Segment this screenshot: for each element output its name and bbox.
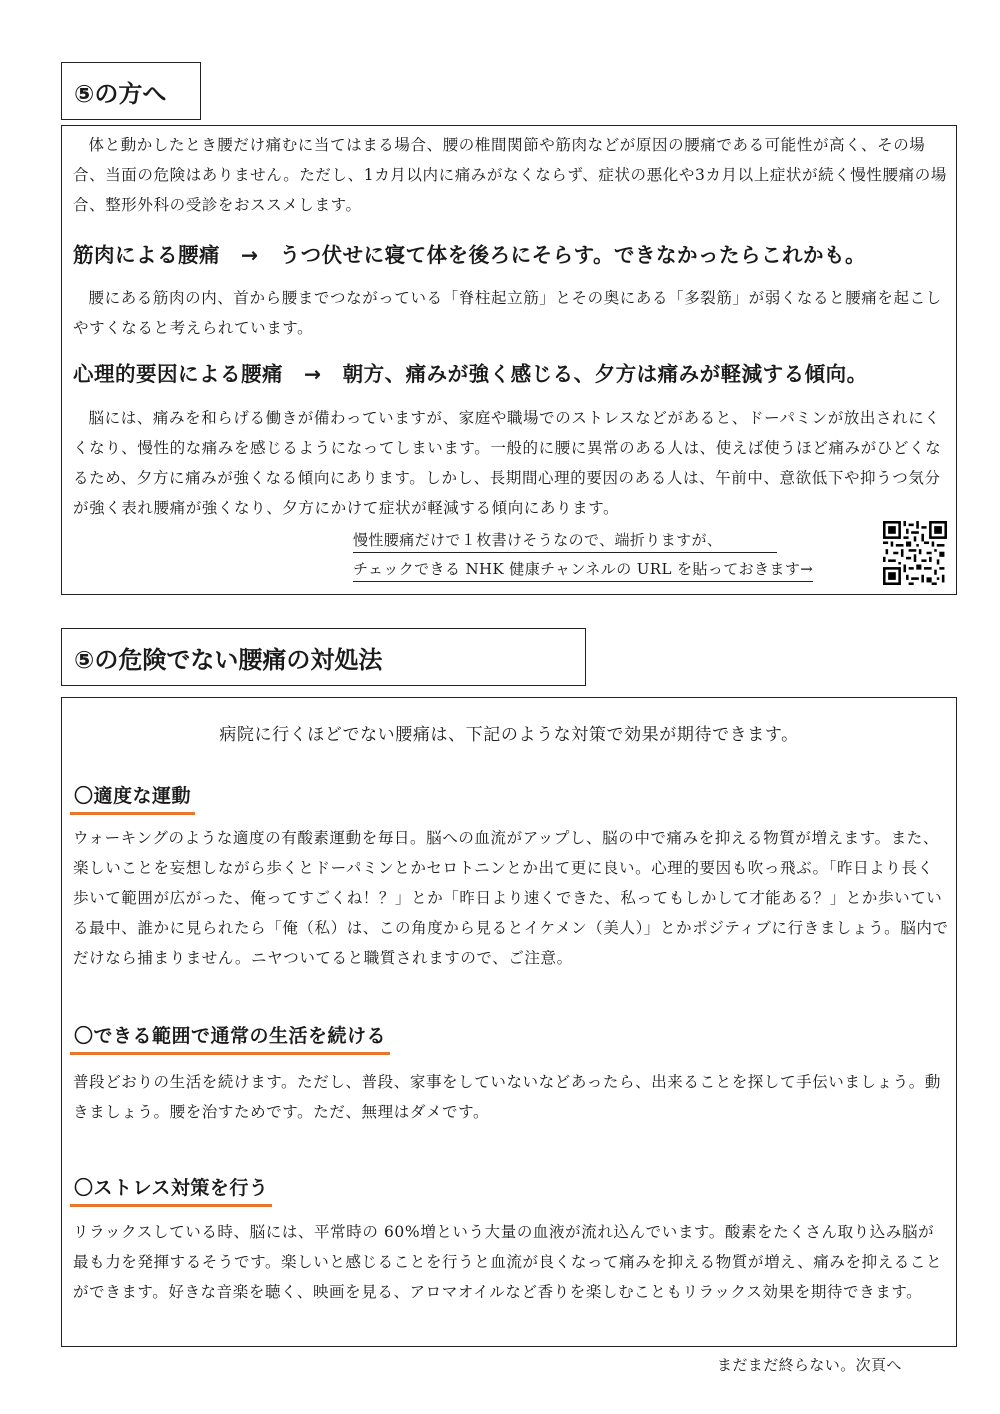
section1-heading-muscle: 筋肉による腰痛 → うつ伏せに寝て体を後ろにそらす。できなかったらこれかも。 — [73, 243, 867, 267]
section1-body-psychological: 脳には、痛みを和らげる働きが備わっていますが、家庭や職場でのストレスなどがあると、ドーパミンが放出されにくくなり、慢性的な痛みを感じるようになってしまいます。一般的に腰に異常のある人は、使えば使うほど痛みがひどくなるため、夕方に痛みが強くなる傾向にあります。しかし、長期間心理的要因のある人は、午前中、意欲低下や抑うつ気分が強く表れ腰痛が強くなり、夕方にかけて症状が軽減する傾向にあります。 — [73, 409, 942, 517]
section2-intro: 病院に行くほどでない腰痛は、下記のような対策で効果が期待できます。 — [219, 725, 799, 745]
section1-heading-psychological: 心理的要因による腰痛 → 朝方、痛みが強く感じる、夕方は痛みが軽減する傾向。 — [73, 362, 868, 386]
item-exercise-body: ウォーキングのような適度の有酸素運動を毎日。脳への血流がアップし、脳の中で痛みを抑える物質が増えます。また、楽しいことを妄想しながら歩くとドーパミンとかセロトニンとか出て更に良い。心理的要因も吹っ飛ぶ。「昨日より長く歩いて範囲が広がった、俺ってすごくね！？」とか「昨日より速くできた、私ってもしかして才能ある？」とか歩いている最中、誰かに見られたら「俺（私）は、この角度から見るとイケメン（美人）」とかポジティブに行きましょう。脳内でだけなら捕まりません。ニヤついてると職質されますので、ご注意。 — [73, 829, 949, 967]
item-exercise-heading: 〇適度な運動 — [70, 781, 195, 815]
item-daily-life-heading: 〇できる範囲で通常の生活を続ける — [70, 1021, 390, 1055]
section1-title-text: ⑤の方へ — [74, 79, 167, 108]
footer-next-page: まだまだ終らない。次頁へ — [717, 1356, 902, 1374]
nhk-link-note-line1[interactable]: 慢性腰痛だけで１枚書けそうなので、端折りますが、 — [353, 528, 777, 553]
section2-title — [61, 628, 586, 686]
qr-code-icon[interactable] — [883, 521, 947, 585]
section2-title-text: ⑤の危険でない腰痛の対処法 — [74, 645, 383, 674]
section1-intro: 体と動かしたとき腰だけ痛むに当てはまる場合、腰の椎間関節や筋肉などが原因の腰痛である可能性が高く、その場合、当面の危険はありません。ただし、1カ月以内に痛みがなくならず、症状の悪化や3カ月以上症状が続く慢性腰痛の場合、整形外科の受診をおススメします。 — [73, 136, 947, 214]
item-stress-heading: 〇ストレス対策を行う — [70, 1173, 272, 1207]
section1-title — [61, 62, 201, 120]
item-daily-life-body: 普段どおりの生活を続けます。ただし、普段、家事をしていないなどあったら、出来ることを探して手伝いましょう。動きましょう。腰を治すためです。ただ、無理はダメです。 — [73, 1073, 942, 1121]
section1-body-muscle: 腰にある筋肉の内、首から腰までつながっている「脊柱起立筋」とその奥にある「多裂筋」が弱くなると腰痛を起こしやすくなると考えられています。 — [73, 289, 942, 337]
item-stress-body: リラックスしている時、脳には、平常時の 60%増という大量の血液が流れ込んでいます。酸素をたくさん取り込み脳が最も力を発揮するそうです。楽しいと感じることを行うと血流が良くなって痛みを抑える物質が増え、痛みを抑えることができます。好きな音楽を聴く、映画を見る、アロマオイルなど香りを楽しむこともリラックス効果を期待できます。 — [73, 1223, 943, 1301]
nhk-link-note-line2[interactable]: チェックできる NHK 健康チャンネルの URL を貼っておきます→ — [353, 557, 813, 582]
